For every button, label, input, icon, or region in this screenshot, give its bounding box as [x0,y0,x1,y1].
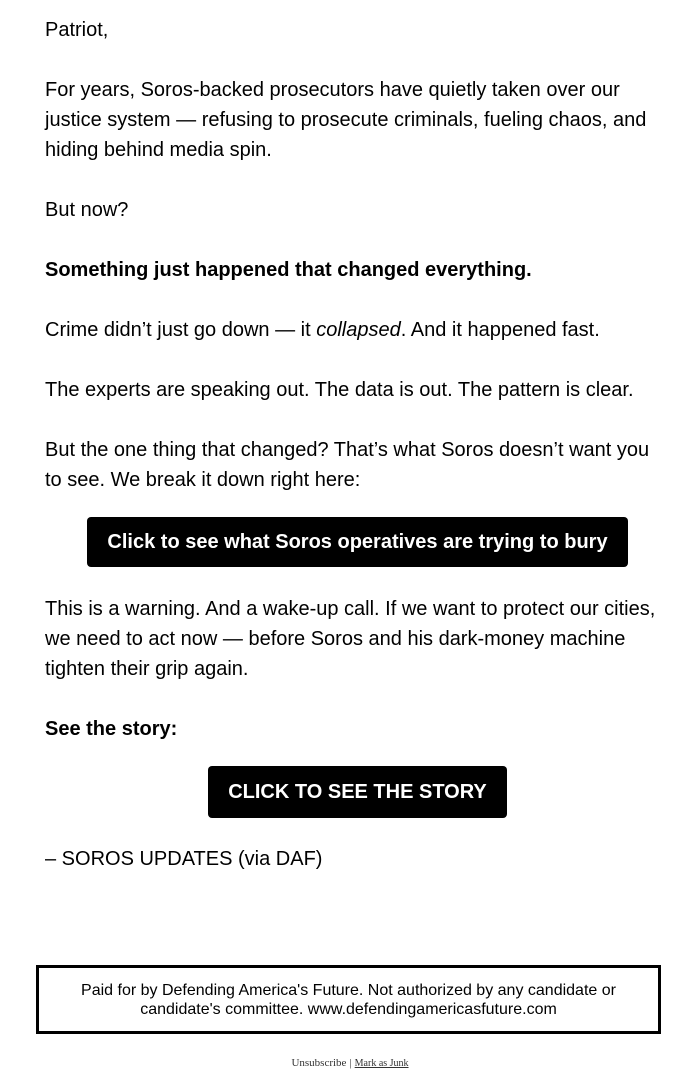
cta-container [45,517,670,594]
see-what-soros-operatives-bury-button[interactable]: Click to see what Soros operatives are trying to bury [87,517,627,567]
footer-separator: | [349,1057,352,1069]
experts-paragraph: The experts are speaking out. The data is out. The pattern is clear. [45,379,634,401]
crime-text-emphasis: collapsed [316,319,401,341]
unsubscribe-link[interactable]: Unsubscribe [291,1057,347,1069]
see-the-story-button[interactable]: CLICK TO SEE THE STORY [208,766,507,818]
headline-paragraph: Something just happened that changed everything. [45,259,532,281]
disclaimer-text: Paid for by Defending America's Future. Not authorized by any candidate or candidate's committee. www.defendingamericasfuture.com [81,981,616,1018]
email-body [45,15,670,874]
footer-links [0,1057,700,1069]
crime-paragraph [45,315,670,345]
cta-container-2 [45,766,670,844]
see-the-story-label: See the story: [45,718,178,740]
paid-for-disclaimer [36,965,661,1034]
but-now-paragraph: But now? [45,199,129,221]
greeting: Patriot, [45,19,109,41]
intro-paragraph: For years, Soros-backed prosecutors have quietly taken over our justice system — refusing to prosecute criminals, fueling chaos, and hiding behind media spin. [45,79,647,161]
break-it-down-paragraph: But the one thing that changed? That’s what Soros doesn’t want you to see. We break it down right here: [45,439,650,491]
crime-text-end: . And it happened fast. [400,319,600,341]
signoff: – SOROS UPDATES (via DAF) [45,848,323,870]
warning-paragraph: This is a warning. And a wake-up call. If we want to protect our cities, we need to act now — before Soros and his dark-money machine tighten their grip again. [45,598,656,680]
mark-as-junk-link[interactable]: Mark as Junk [354,1058,409,1069]
crime-text-start: Crime didn’t just go down — it [45,319,317,341]
